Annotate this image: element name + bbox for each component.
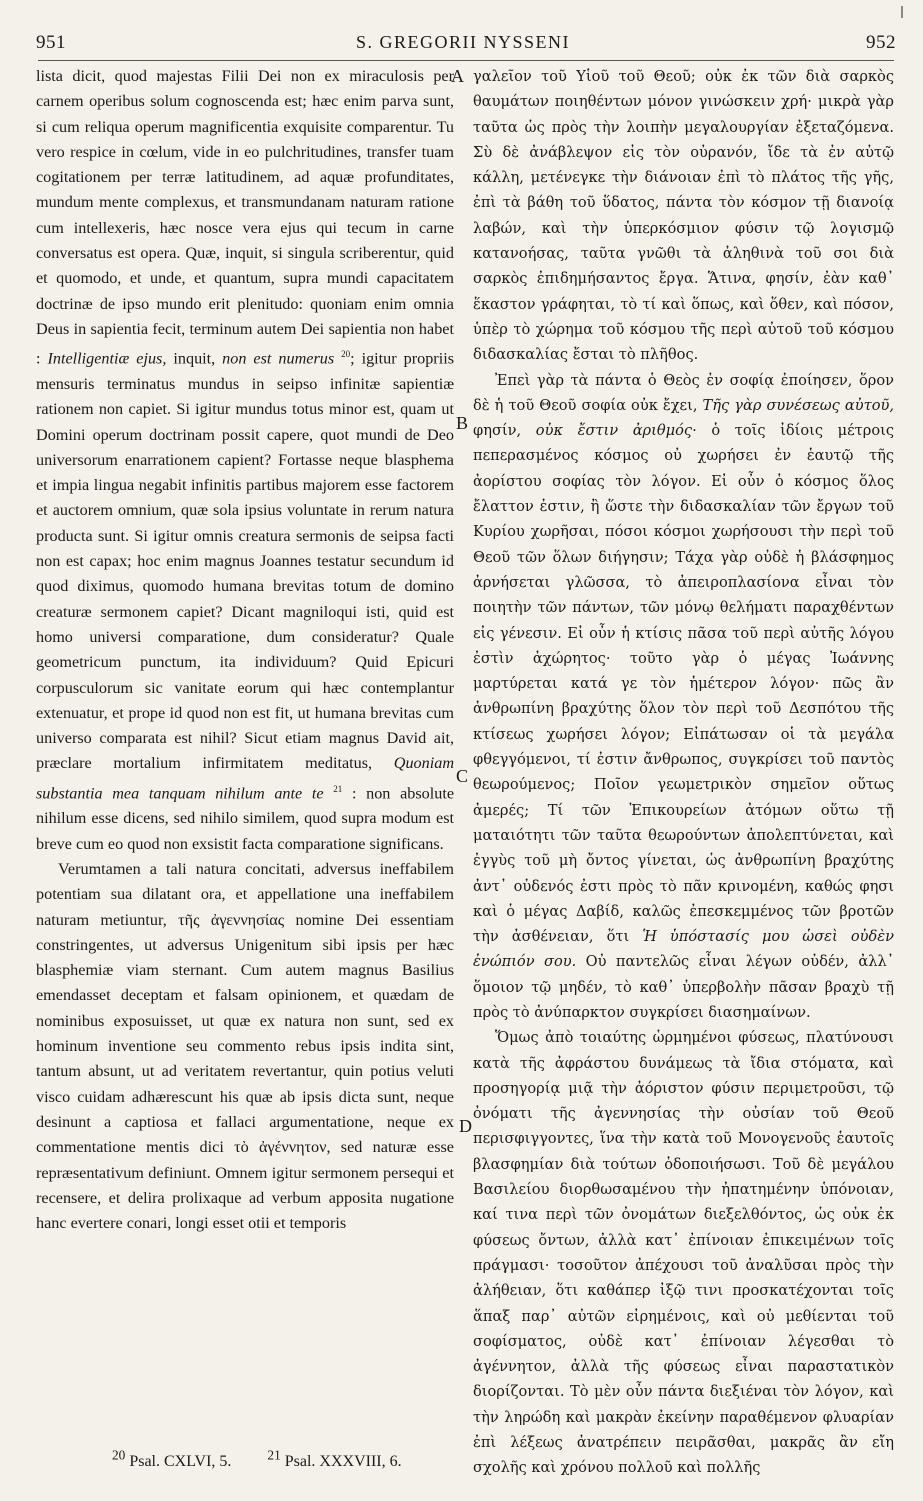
footnote-number: 20: [112, 1448, 126, 1463]
greek-text: Οὐ παντελῶς εἶναι λέγων οὐδέν, ἀλλ᾽ ὅμοιον τῷ μηδέν, τὸ καθ᾽ ὑπερβολὴν πᾶσαν βραχὺ τῇ πρὸς τὸ ἀνύπαρκτον συγκρίσει διασημαίνων.: [473, 953, 894, 1021]
greek-text: φησίν,: [473, 422, 536, 440]
latin-text: inquit,: [166, 349, 223, 368]
greek-paragraph-2: [473, 368, 894, 1026]
footnote-text: Psal. CXLVI, 5.: [125, 1453, 232, 1471]
section-marker-b: B: [456, 413, 469, 433]
latin-text: lista dicit, quod majestas Filii Dei non ex miraculosis per carnem operibus solum cognoscenda est; hæc enim parva sunt, si cum reliqua operum magnificentia exquisite comparentur. Tu vero respice in cœlum, vide in eo pulchritudines, transfer tuam cogitationem per terræ latitudinem, ad aquæ profunditates, mundum mente complexus, et transmundanam naturam ratione cum intellexeris, hæc nosce vera ejus qui tecum in carne conversatus est opera. Quæ, inquit, si singula scriberentur, quid et quomodo, et unde, et quantum, supra mundi capacitatem doctrinæ de ipso mundo erit plenitudo: quoniam enim omnia Deus in sapientia fecit, terminum autem Dei sapientia non habet :: [36, 67, 454, 368]
latin-text: ; igitur propriis mensuris terminatus mundus in seipso infinitæ sapientiæ rationem non capiet. Si igitur mundus totus minor est, quam ut Domini operum doctrinam possit capere, quot mundi de Deo universorum enarrationem capient? Fortasse neque blasphema et impia lingua negabit infinitis partibus majorem esse factorem et auctorem omnium, quæ sola ipsius voluntate in rerum natura producta sunt. Si igitur omnis creatura sermonis de seipsa facti non est capax; hoc enim magnus Joannes testatur secundum id quod diximus, quomodo humana brevitas totum de domino creaturæ sermonem capiet? Dicant magniloqui isti, quid est homo universi comparatione, dum consideratur? Quale geometricum punctum, ita individuum? Quid Epicuri corpusculorum sic vanitate eorum qui hæc contemplantur extenuatur, et prope id quod non est fit, ut humana brevitas cum universo comparata est nihil? Sicut etiam magnus David ait, præclare mortalium infirmitatem meditatus,: [36, 349, 454, 773]
section-marker-a: A: [451, 66, 464, 86]
latin-quote: Quoniam substantia mea tanquam nihilum ante te: [36, 754, 455, 803]
footnote-ref: 21: [333, 783, 343, 794]
running-title: S. GREGORII NYSSENI: [355, 32, 570, 52]
margin-mark: [901, 6, 903, 18]
greek-column: [473, 64, 894, 1481]
latin-quote: non est numerus: [222, 349, 335, 368]
greek-quote: οὐκ ἔστιν ἀριθμός: [535, 422, 693, 440]
footnote-ref: 20: [341, 349, 351, 360]
running-header: [30, 32, 896, 58]
footnote-21: [267, 1448, 417, 1471]
latin-paragraph-1: [36, 64, 454, 857]
footnotes: [112, 1448, 434, 1471]
greek-text: · ὁ τοῖς ἰδίοις μέτροις πεπερασμένος κόσμος οὐ χωρήσει ἐν ἑαυτῷ τῆς ἀορίστου σοφίας τὸν λόγον. Εἰ οὖν ὁ κόσμος ὅλος ἔλαττον ἐστιν, ἢ ὥστε τὴν διδασκαλίαν τῶν ἔργων τοῦ Κυρίου χωρῆσαι, πόσοι κόσμοι χωρήσουσι τὴν περὶ τοῦ Θεοῦ τῶν ὅλων διήγησιν; Τάχα γὰρ οὐδὲ ἡ βλάσφημος ἀρνήσεται γλῶσσα, τὸ ἀπειροπλασίονα εἶναι τὸν ποιητὴν τῶν πάντων, τῶν μόνῳ θελήματι παραχθέντων εἰς γένεσιν. Εἰ οὖν ἡ κτίσις πᾶσα τοῦ περὶ αὐτῆς λόγου ἐστὶν ἀχώρητος· τοῦτο γὰρ ὁ μέγας Ἰωάννης μαρτύρεται κατά γε τὸν ἡμέτερον λόγον· πῶς ἂν ἀνθρωπίνη βραχύτης ὅλον τὸν περὶ τοῦ Δεσπότου τῆς κτίσεως χωρήσει λόγον; Εἰπάτωσαν οἱ τὰ μεγάλα φθεγγόμενοι, τί ἐστιν ἄνθρωπος, συγκρίσει τοῦ παντὸς θεωρούμενος; Ποῖον γεωμετρικὸν σημεῖον οὕτως ἀμερές; Τί τῶν Ἐπικουρείων ἀτόμων οὕτω τῇ ματαιότητι τῶν ταῦτα θεωρούντων ἀπολεπτύνεται, καὶ ἐγγὺς τοῦ μὴ ὄντος γίνεται, ὡς ἀνθρωπίνη βραχύτης ἀντ᾽ οὐδενός ἐστι πρὸς τὸ πᾶν κρινομένη, καθώς φησι καὶ ὁ μέγας Δαβίδ, καλῶς ἐπεσκεμμένος τῶν βροτῶν τὴν ἀσθένειαν, ὅτι: [473, 422, 895, 946]
greek-quote: Ἡ ὑπόστασίς μου ὡσεὶ οὐδὲν ἐνώπιόν σου.: [473, 928, 894, 971]
section-marker-c: C: [456, 766, 469, 786]
page-number-right: 952: [866, 32, 896, 53]
footnote-text: Psal. XXXVIII, 6.: [280, 1453, 402, 1471]
latin-quote: Intelligentiæ ejus,: [47, 349, 167, 368]
footnote-20: [112, 1448, 247, 1471]
section-marker-d: D: [459, 1116, 472, 1136]
page-number-left: 951: [36, 32, 66, 53]
footnote-number: 21: [267, 1448, 281, 1463]
header-rule: [38, 60, 894, 61]
latin-paragraph-2: Verumtamen a tali natura concitati, adversus ineffabilem potentiam sua dilatant ora, et appellatione una ineffabilem naturam metiuntur, τῆς ἀγεννησίας nomine Dei essentiam constringentes, ut adversus Unigenitum sibi ipsis per hæc blasphemiæ viam sternant. Cum autem magnus Basilius emendasset deceptam et falsam opinionem, et quædam de nominibus exposuisset, ut quæ ex natura non sunt, sed ex hominum inventione seu commento rebus ipsis indita sint, tantum absunt, ut ad veritatem revertantur, quin potius veluti visco cuidam adhærescunt his quæ ab ipsis dicta sunt, neque desinunt a captiosa et fallaci argumentatione, neque ex commentatione mentis dici τὸ ἀγέννητον, sed naturæ esse repræsentativum definiunt. Omnem igitur sermonem persequi et recensere, et delira prolixaque ad verbum apposita nugatione hanc evertere conari, longi esset otii et temporis: [36, 859, 454, 1233]
latin-column: [36, 64, 454, 1236]
greek-quote: Τῆς γὰρ συνέσεως αὐτοῦ,: [702, 396, 894, 414]
greek-text: Ἐπεὶ γὰρ τὰ πάντα ὁ Θεὸς ἐν σοφίᾳ ἐποίησεν, ὅρον δὲ ἡ τοῦ Θεοῦ σοφία οὐκ ἔχει,: [473, 371, 894, 414]
greek-paragraph-1: γαλεῖον τοῦ Υἱοῦ τοῦ Θεοῦ; οὐκ ἐκ τῶν διὰ σαρκὸς θαυμάτων ποιηθέντων μόνον γινώσκειν χρή· μικρὰ γὰρ ταῦτα ὡς πρὸς τὴν λοιπὴν μεγαλουργίαν ἐξεταζόμενα. Σὺ δὲ ἀνάβλεψον εἰς τὸν οὐρανόν, ἴδε τὰ ἐν αὐτῷ κάλλη, μετένεγκε τὴν διάνοιαν ἐπὶ τὸ πλάτος τῆς γῆς, ἐπὶ τὰ βάθη τοῦ ὕδατος, πάντα τὸν κόσμον τῇ διανοίᾳ λαβών, καὶ τὴν ὑπερκόσμιον φύσιν τῷ λογισμῷ κατανοήσας, ταῦτα γνῶθι τὰ ἀληθινὰ τοῦ σοι διὰ σαρκὸς ἐπιδημήσαντος ἔργα. Ἅτινα, φησίν, ἐὰν καθ᾽ ἕκαστον γράφηται, τὸ τί καὶ ὅπως, καὶ ὅθεν, καὶ πόσον, ὑπὲρ τὸ χώρημα τοῦ κόσμου τῆς περὶ αὐτοῦ τοῦ κόσμου διδασκαλίας ἔσται τὸ πλῆθος.: [473, 68, 894, 364]
latin-text: : non absolute nihilum esse dicens, sed nihilo similem, quod supra modum est breve cum eo quod non exsistit facta comparatione significans.: [36, 784, 455, 853]
greek-paragraph-3: Ὅμως ἀπὸ τοιαύτης ὡρμημένοι φύσεως, πλατύνουσι κατὰ τῆς ἀφράστου δυνάμεως τὰ ἴδια στόματα, καὶ προσηγορίᾳ μιᾷ τὴν ἀόριστον φύσιν περιμετροῦσι, τῷ ὀνόματι τῆς ἀγεννησίας τὴν οὐσίαν τοῦ Θεοῦ περισφιγγοντες, ἵνα τὴν κατὰ τοῦ Μονογενοῦς ἑαυτοῖς βλασφημίαν διὰ τούτων ὁδοποιήσωσι. Τοῦ δὲ μεγάλου Βασιλείου διορθωσαμένου τὴν ἠπατημένην ὑπόνοιαν, καί τινα περὶ τῶν ὀνομάτων διεξελθόντος, ὡς οὐκ ἐκ φύσεως ὄντων, ἀλλὰ κατ᾽ ἐπίνοιαν ἐπικειμένων τοῖς πράγμασι· τοσοῦτον ἀπέχουσι τοῦ ἀναλῦσαι πρὸς τὴν ἀλήθειαν, ὅτι καθάπερ ἰξῷ τινι προσκατέχονται τοῖς ἅπαξ παρ᾽ αὐτῶν εἰρημένοις, καὶ οὐ μεθίενται τοῦ σοφίσματος, οὐδὲ κατ᾽ ἐπίνοιαν λέγεσθαι τὸ ἀγέννητον, ἀλλὰ τῆς φύσεως εἶναι παραστατικὸν διορίζονται. Τὸ μὲν οὖν πάντα διεξιέναι τὸν λόγον, καὶ τὴν ληρώδη καὶ μακρὰν ἐκείνην παραθέμενον φλυαρίαν ἐπὶ λέξεως ἀνατρέπειν πειρᾶσθαι, μακρᾶς ἂν εἴη σχολῆς καὶ χρόνου πολλοῦ καὶ πολλῆς: [473, 1029, 894, 1477]
